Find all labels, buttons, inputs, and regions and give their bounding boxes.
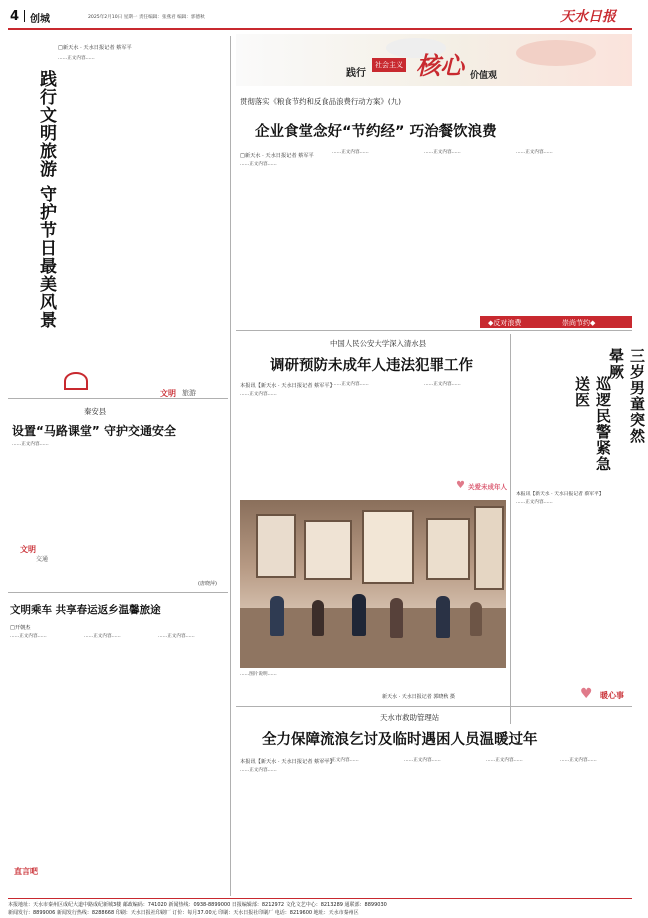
footer-line-1: 本报地址：天水市秦州区成纪大道中路成纪新城3楼 邮政编码：741020 新闻热线：0938-8899000 日报编辑部：8212972 文化文艺中心：8213289 通联部：8899030 [8,902,387,908]
left-mid-logo-text-2: 交通 [36,556,49,563]
left-bottom-corner: 直言吧 [14,867,38,876]
left-top-byline: □新天水 · 天水日报记者 蔡军平 [58,45,132,51]
date-meta: 2025年2月10日 星期一 责任编辑：张燕君 编辑：郭德秋 [88,15,205,20]
left-top-headline: 践行文明旅游 守护节日最美风景 [36,70,56,329]
left-bottom-rule [8,592,228,593]
right-body: ……正文内容…… [516,500,553,505]
feature-byline: □新天水 · 天水日报记者 蔡军平 [240,153,314,159]
feature-body-col3: ……正文内容…… [424,150,461,155]
bottom-story-rule [236,706,632,707]
banner-text-4: 价值观 [470,71,498,81]
left-mid-body: ……正文内容…… [12,442,49,447]
bottom-byline: 本报讯【新天水 · 天水日报记者 蔡军平】 [240,759,335,765]
center-badge-text: 关爱未成年人 [468,483,507,491]
left-top-logo-text-2: 旅游 [182,389,196,397]
center-headline: 调研预防未成年人违法犯罪工作 [270,358,473,374]
left-bottom-byline: □开朝杰 [10,625,31,631]
left-bottom-body-col3: ……正文内容…… [158,634,195,639]
banner-text-2: 社会主义 [372,58,406,72]
center-byline: 本报讯【新天水 · 天水日报记者 蔡军平】 [240,383,335,389]
left-mid-rule [8,398,228,399]
center-body-col3: ……正文内容…… [424,382,461,387]
page-number: 4 [10,9,20,24]
feature-body-col1: ……正文内容…… [240,162,277,167]
masthead-divider [24,10,25,22]
left-top-logo-text: 文明 [160,389,176,398]
photo-person-1 [270,596,284,636]
feature-kicker: 贯彻落实《粮食节约和反食品浪费行动方案》(九) [240,97,401,106]
photo-panel-4 [426,518,470,580]
right-byline: 本报讯【新天水 · 天水日报记者 蔡军平】 [516,492,604,497]
photo-person-2 [312,600,324,636]
right-badge [520,676,630,716]
bottom-body-col1: ……正文内容…… [240,768,277,773]
left-top-body: ……正文内容…… [58,56,95,61]
banner-text-3: 核心 [416,51,464,80]
bottom-body-col5: ……正文内容…… [560,758,597,763]
left-bottom-headline: 文明乘车 共享春运返乡温馨旅途 [10,604,161,616]
photo-panel-1 [256,514,296,578]
left-col-divider [230,36,231,896]
masthead [0,0,640,30]
bottom-body-col2: ……正文内容…… [322,758,359,763]
heart-icon: ♥ [456,480,465,491]
photo-person-3 [352,594,366,636]
center-badge [456,478,516,494]
left-mid-sub-kicker: 秦安县 [84,407,107,416]
photo-panel-2 [304,520,352,580]
left-top-logo [60,370,90,392]
left-bottom-body-col2: ……正文内容…… [84,634,121,639]
feature-tag-1: ◆反对浪费 [488,319,522,327]
banner [236,34,632,86]
feature-tag-2: 崇尚节约◆ [562,319,596,327]
bottom-headline: 全力保障流浪乞讨及临时遇困人员温暖过年 [262,732,538,748]
section-title: 创城 [30,14,50,25]
banner-cloud-2 [516,40,596,66]
left-mid-credit: (唐晓萍) [198,581,217,587]
center-right-divider [510,334,511,724]
photo-panel-3 [362,510,414,584]
footer-rule [8,898,632,899]
left-mid-logo-text: 文明 [20,545,36,554]
right-badge-text: 暖心事 [600,691,624,700]
photo-person-6 [470,602,482,636]
left-mid-logo [14,540,60,564]
center-photo-caption: ……图片说明…… [240,672,277,677]
feature-bottom-rule [236,330,632,331]
left-top-logo-icon [64,372,88,390]
masthead-rule [8,28,632,30]
bottom-kicker: 天水市救助管理站 [380,713,440,722]
right-headline-b: 巡逻民警紧急送医 [573,376,612,472]
left-bottom-body-col1: ……正文内容…… [10,634,47,639]
center-photo-credit: 新天水 · 天水日报记者 郭晓秋 摄 [382,694,455,700]
feature-headline: 企业食堂念好“节约经” 巧治餐饮浪费 [255,124,497,140]
bottom-body-col4: ……正文内容…… [486,758,523,763]
photo-panel-5 [474,506,504,590]
center-body-col1: ……正文内容…… [240,392,277,397]
feature-body-col2: ……正文内容…… [332,150,369,155]
left-mid-headline: 设置“马路课堂” 守护交通安全 [12,424,176,438]
footer-line-2: 新闻发行：8899006 新闻发行热线：8288668 印刷：天水日报社印刷厂 订价：每月37.00元 印刷：天水日报社印刷厂 电话：8219600 地址：天水市秦州区 [8,910,359,916]
center-photo [240,500,506,668]
banner-text-1: 践行 [346,68,366,79]
center-kicker: 中国人民公安大学深入清水县 [330,339,427,348]
masthead-logo: 天水日报 [560,9,616,25]
photo-person-4 [390,598,403,638]
bottom-body-col3: ……正文内容…… [404,758,441,763]
feature-body-col4: ……正文内容…… [516,150,553,155]
heart-hand-icon: ♥ [580,686,593,702]
photo-person-5 [436,596,450,638]
right-headline-a: 三岁男童突然晕厥 [607,348,646,444]
center-body-col2: ……正文内容…… [332,382,369,387]
